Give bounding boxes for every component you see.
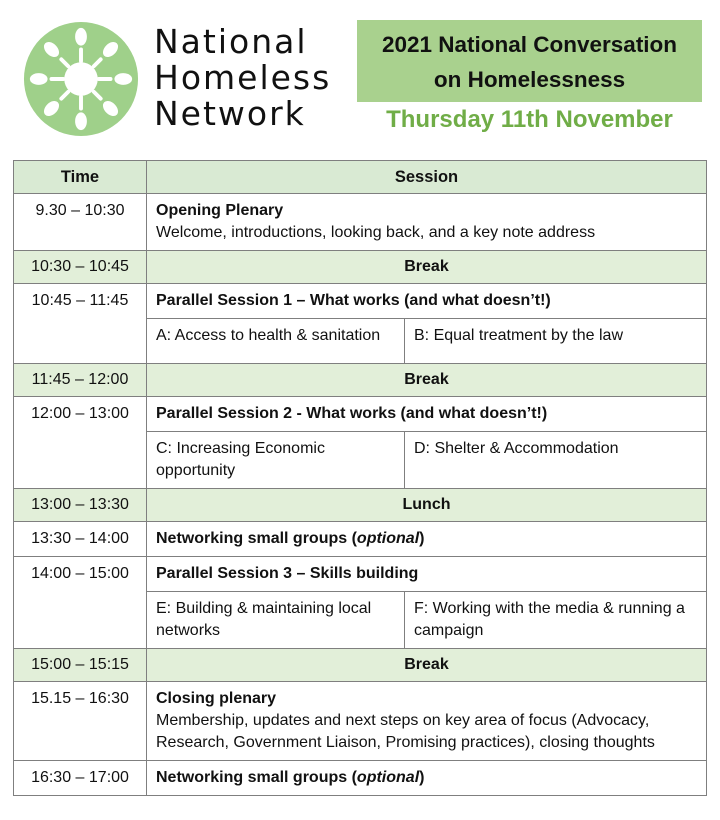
session-title-text: Networking small groups ( xyxy=(156,769,357,786)
table-row xyxy=(14,682,707,761)
session-cell xyxy=(147,682,707,761)
break-label: Break xyxy=(147,649,707,682)
session-title: Parallel Session 2 - What works (and what doesn’t!) xyxy=(147,397,707,432)
break-row xyxy=(14,251,707,284)
time-cell: 13:00 – 13:30 xyxy=(14,489,147,522)
event-title-box xyxy=(357,20,702,102)
table-row xyxy=(14,397,707,432)
session-description: Welcome, introductions, looking back, and a key note address xyxy=(156,224,596,241)
time-cell: 10:45 – 11:45 xyxy=(14,284,147,364)
break-row xyxy=(14,649,707,682)
session-column-header: Session xyxy=(147,161,707,194)
sub-session-e: E: Building & maintaining local networks xyxy=(147,592,405,649)
session-title: Opening Plenary xyxy=(156,202,284,219)
session-title-text-end: ) xyxy=(419,769,425,786)
table-row xyxy=(14,284,707,319)
session-description: Membership, updates and next steps on key area of focus (Advocacy, Research, Government Liaison, Promising practices), closing thoughts xyxy=(156,712,655,751)
time-cell: 12:00 – 13:00 xyxy=(14,397,147,489)
table-header-row xyxy=(14,161,707,194)
org-name xyxy=(154,24,331,132)
session-title xyxy=(147,522,707,557)
table-row xyxy=(14,522,707,557)
time-cell: 10:30 – 10:45 xyxy=(14,251,147,284)
session-title: Parallel Session 1 – What works (and what doesn’t!) xyxy=(147,284,707,319)
session-title: Parallel Session 3 – Skills building xyxy=(147,557,707,592)
sub-session-a: A: Access to health & sanitation xyxy=(147,319,405,364)
org-name-line-3: Network xyxy=(154,94,306,133)
time-cell: 13:30 – 14:00 xyxy=(14,522,147,557)
org-name-line-1: National xyxy=(154,22,308,61)
sub-session-c: C: Increasing Economic opportunity xyxy=(147,432,405,489)
session-title: Closing plenary xyxy=(156,690,277,707)
sub-session-d: D: Shelter & Accommodation xyxy=(405,432,707,489)
sub-session-b: B: Equal treatment by the law xyxy=(405,319,707,364)
time-cell: 14:00 – 15:00 xyxy=(14,557,147,649)
break-label: Break xyxy=(147,251,707,284)
session-title-optional: optional xyxy=(356,530,420,547)
table-row xyxy=(14,557,707,592)
break-row xyxy=(14,364,707,397)
time-cell: 16:30 – 17:00 xyxy=(14,761,147,796)
session-title xyxy=(147,761,707,796)
lunch-label: Lunch xyxy=(147,489,707,522)
event-date: Thursday 11th November xyxy=(386,106,673,133)
event-title-line-2: on Homelessness xyxy=(433,67,626,92)
sub-session-f: F: Working with the media & running a campaign xyxy=(405,592,707,649)
session-title-text-end: ) xyxy=(419,530,425,547)
event-title-line-1: 2021 National Conversation xyxy=(381,32,678,57)
time-cell: 9.30 – 10:30 xyxy=(14,194,147,251)
time-cell: 15.15 – 16:30 xyxy=(14,682,147,761)
session-title-optional: optional xyxy=(356,769,420,786)
nhn-logo-icon xyxy=(22,20,140,138)
table-row xyxy=(14,194,707,251)
lunch-row xyxy=(14,489,707,522)
session-title-text: Networking small groups ( xyxy=(156,530,357,547)
org-name-line-2: Homeless xyxy=(154,58,332,97)
time-column-header: Time xyxy=(14,161,147,194)
time-cell: 15:00 – 15:15 xyxy=(14,649,147,682)
table-row xyxy=(14,761,707,796)
break-label: Break xyxy=(147,364,707,397)
session-cell xyxy=(147,194,707,251)
time-cell: 11:45 – 12:00 xyxy=(14,364,147,397)
agenda-table xyxy=(13,160,707,796)
